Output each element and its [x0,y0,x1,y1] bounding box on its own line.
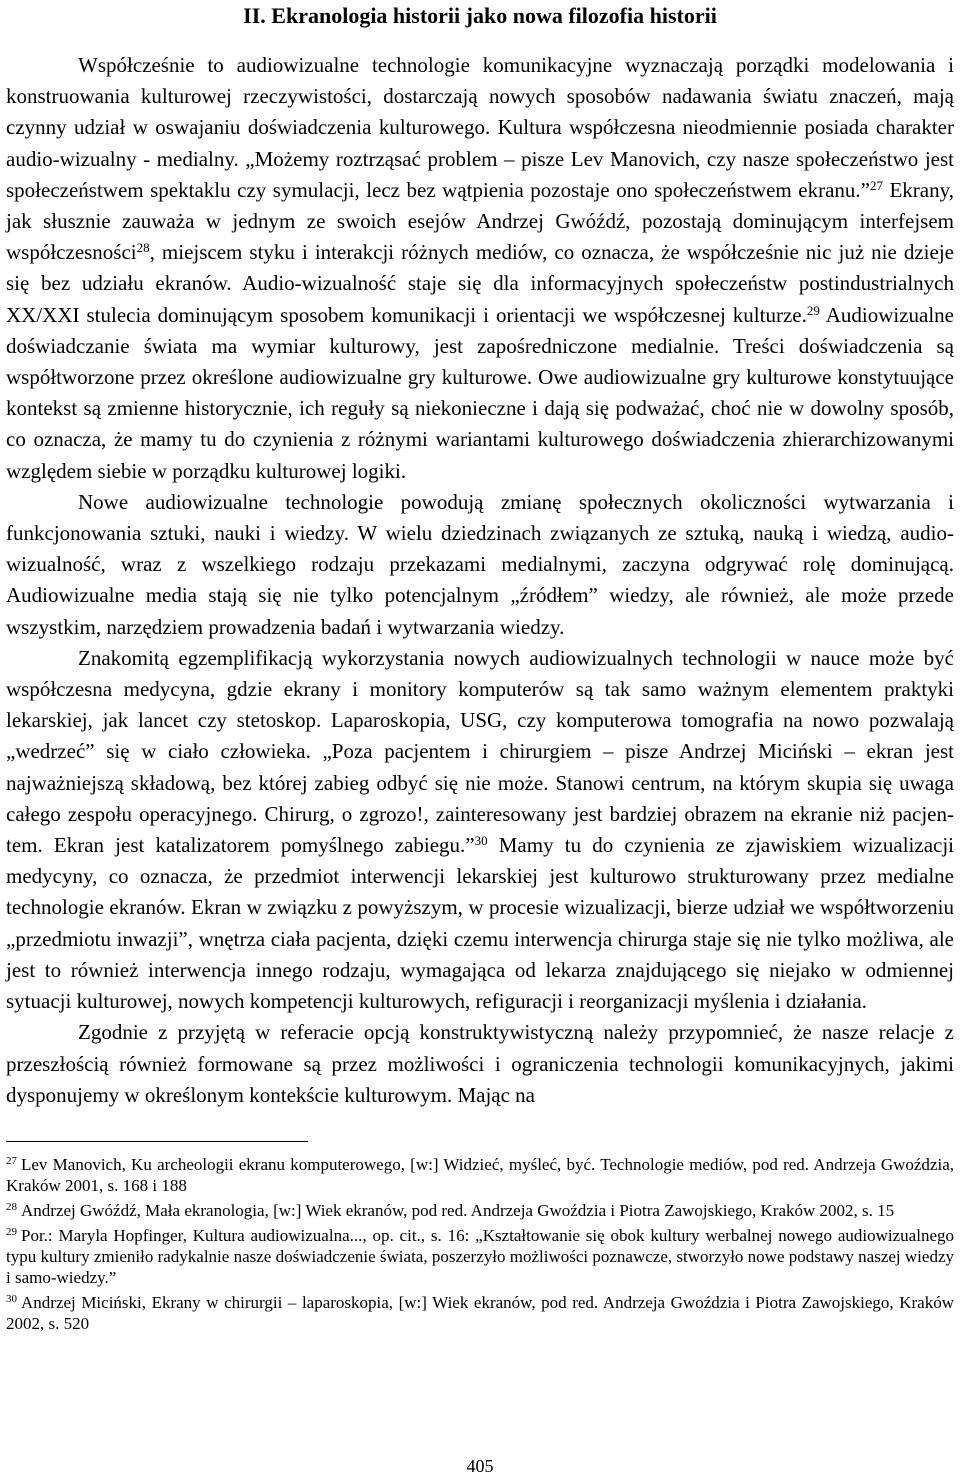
footnote-reference[interactable]: 29 [806,302,820,318]
footnote-separator [6,1141,308,1142]
paragraph [6,1017,954,1111]
footnote-number: 27 [6,1154,17,1167]
chapter-title: II. Ekranologia historii jako nowa filozofia historii [243,3,717,28]
footnote-number: 30 [6,1292,17,1305]
footnotes [6,1154,954,1334]
paragraph [6,643,954,1017]
paragraph-text: , miejscem styku i interakcji różnych mediów, co oznacza, że współcześnie nic już nie dzieje się bez udziału ekranów. Audio-wizualność staje się dla informacyjnych społeczeństw postindustrialnych XX/XXI stulecia dominującym sposobem komunikacji i orientacji we współczesnej kulturze. [6,240,954,327]
footnote-text: Lev Manovich, Ku archeologii ekranu komputerowego, [w:] Widzieć, myśleć, być. Technologie mediów, pod red. Andrzeja Gwoździa, Kraków 2001, s. 168 i 188 [6,1154,954,1195]
footnote [6,1225,954,1288]
paragraph-text: Audiowizualne doświadczanie świata ma wymiar kulturowy, jest zapośredniczone medialnie. Treści doświadczenia są współtworzone przez określone audiowizualne gry kulturowe. Owe audiowizualne gry kulturowe konstytuujące kontekst są zmienne historycznie, ich reguły są niekonieczne i dają się podważać, choć nie w dowolny sposób, co oznacza, że mamy tu do czynienia z różnymi wariantami kulturowego doświadczenia zhierarchizowanymi względem siebie w porządku kulturowej logiki. [6,302,954,483]
paragraph-text: Mamy tu do czynienia ze zjawiskiem wizualizacji medycyny, co oznacza, że przedmiot interwencji lekarskiej jest kulturowo strukturowany przez medialne technologie ekranów. Ekran w związku z powyższym, w procesie wizualizacji, bierze udział we współtworzeniu „przedmiotu inwazji”, wnętrza ciała pacjenta, dzięki czemu interwencja chirurga staje się nie tylko możliwa, ale jest to również interwencja innego rodzaju, wymagająca od lekarza znajdującego się niejako w odmiennej sytuacji kulturowej, nowych kompetencji kulturowych, refiguracji i reorganizacji myślenia i działania. [6,833,955,1014]
footnote-reference[interactable]: 28 [136,240,150,256]
paragraph-text: Ekrany, jak słusznie zauważa w jednym ze swoich esejów Andrzej Gwóźdź, pozostają dominującym interfejsem współczesności [6,177,955,265]
document-page [6,0,954,1338]
footnote-number: 29 [6,1225,17,1238]
footnote-text: Andrzej Gwóźdź, Mała ekranologia, [w:] Wiek ekranów, pod red. Andrzeja Gwoździa i Piotra Zawojskiego, Kraków 2002, s. 15 [21,1200,895,1220]
paragraph [6,487,954,643]
footnote-reference[interactable]: 30 [474,833,488,849]
footnote [6,1200,954,1221]
paragraph-text: Znakomitą egzemplifikacją wykorzystania nowych audiowizualnych technologii w nauce może być współczesna medycyna, gdzie ekrany i monitory komputerów są tak samo ważnym elementem praktyki lekarskiej, jak lancet czy stetoskop. Laparoskopia, USG, czy komputerowa tomografia na nowo pozwalają „wedrzeć” się w ciało człowieka. „Poza pacjentem i chirurgiem – pisze Andrzej Miciński – ekran jest najważniejszą składową, bez której zabieg odbyć się nie może. Stanowi centrum, na którym skupia się uwaga całego zespołu operacyjnego. Chirurg, o zgrozo!, zainteresowany jest bardziej obrazem na ekranie niż pacjentem. Ekran jest katalizatorem pomyślnego zabiegu.” [6,645,954,858]
page-number: 405 [466,1456,494,1476]
paragraph [6,50,954,487]
footnote [6,1154,954,1196]
footnote [6,1292,954,1334]
footnote-number: 28 [6,1200,17,1213]
footnote-reference[interactable]: 27 [869,177,883,193]
paragraph-text: Nowe audiowizualne technologie powodują zmianę społecznych okoliczności wytwarzania i funkcjonowania sztuki, nauki i wiedzy. W wielu dziedzinach związanych ze sztuką, nauką i wiedzą, audio-wizualność, wraz z wszelkiego rodzaju przekazami medialnymi, zaczyna odgrywać rolę dominującą. Audiowizualne media stają się nie tylko potencjalnym „źródłem” wiedzy, ale również, ale może przede wszystkim, narzędziem prowadzenia badań i wytwarzania wiedzy. [6,489,954,639]
paragraph-text: Współcześnie to audiowizualne technologie komunikacyjne wyznaczają porządki modelowania i konstruowania kulturowej rzeczywistości, dostarczają nowych sposobów nadawania światu znaczeń, mają czynny udział w oswajaniu doświadczenia kulturowego. Kultura współczesna nieodmiennie posiada charakter audio-wizualny - medialny. „Możemy roztrząsać problem – pisze Lev Manovich, czy nasze społeczeństwo jest społeczeństwem spektaklu czy symulacji, lecz bez wątpienia pozostaje ono społeczeństwem ekranu.” [6,53,954,202]
footnote-text: Por.: Maryla Hopfinger, Kultura audiowizualna..., op. cit., s. 16: „Kształtowanie się obok kultury werbalnej nowego audiowizualnego typu kultury zmieniło radykalnie nasze doświadczenie świata, poszerzyło możliwości poznawcze, stworzyło nowe podstawy naszej wiedzy i samo-wiedzy.” [6,1225,954,1287]
footnote-text: Andrzej Miciński, Ekrany w chirurgii – laparoskopia, [w:] Wiek ekranów, pod red. Andrzeja Gwoździa i Piotra Zawojskiego, Kraków 2002, s. 520 [6,1292,954,1333]
paragraph-text: Zgodnie z przyjętą w referacie opcją konstruktywistyczną należy przypomnieć, że nasze relacje z przeszłością również formowane są przez możliwości i ograniczenia technologii komunikacyjnych, jakimi dysponujemy w określonym kontekście kulturowym. Mając na [6,1020,954,1107]
body-text [6,50,954,1111]
